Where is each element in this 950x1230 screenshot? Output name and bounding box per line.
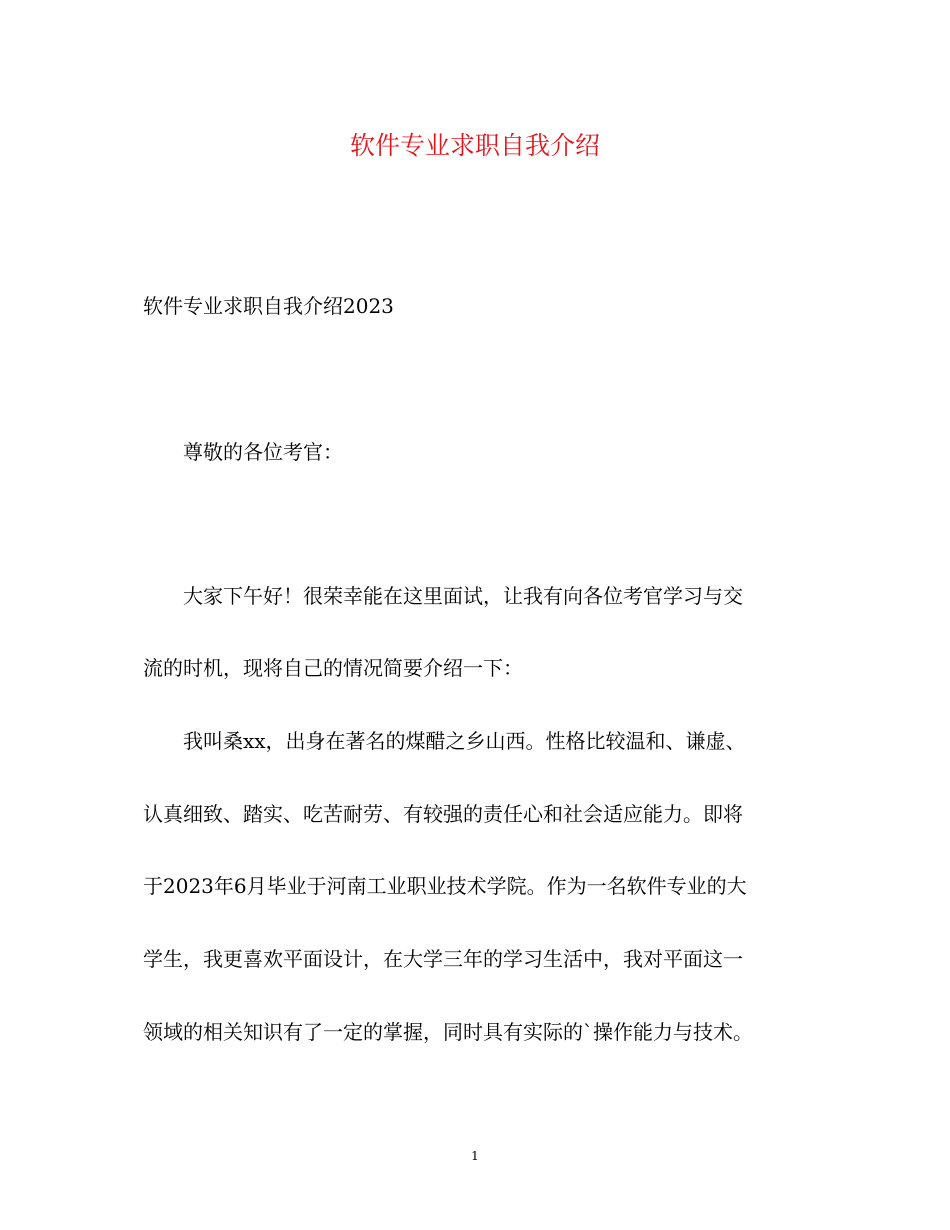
body-line: 流的时机，现将自己的情况简要介绍一下：: [143, 656, 523, 680]
body-line: 于2023年6月毕业于河南工业职业技术学院。作为一名软件专业的大: [143, 874, 747, 898]
body-line: 我叫桑xx，出身在著名的煤醋之乡山西。性格比较温和、谦虚、: [183, 729, 746, 753]
salutation: 尊敬的各位考官：: [183, 440, 343, 464]
document-title: 软件专业求职自我介绍: [349, 131, 600, 160]
body-line: 学生，我更喜欢平面设计，在大学三年的学习生活中，我对平面这一: [143, 947, 743, 971]
document-subtitle: 软件专业求职自我介绍2023: [143, 294, 394, 318]
body-line: 领域的相关知识有了一定的掌握，同时具有实际的`操作能力与技术。: [143, 1020, 753, 1044]
page-number: 1: [471, 1149, 479, 1163]
body-line: 大家下午好！很荣幸能在这里面试，让我有向各位考官学习与交: [183, 584, 743, 608]
body-line: 认真细致、踏实、吃苦耐劳、有较强的责任心和社会适应能力。即将: [143, 802, 743, 826]
